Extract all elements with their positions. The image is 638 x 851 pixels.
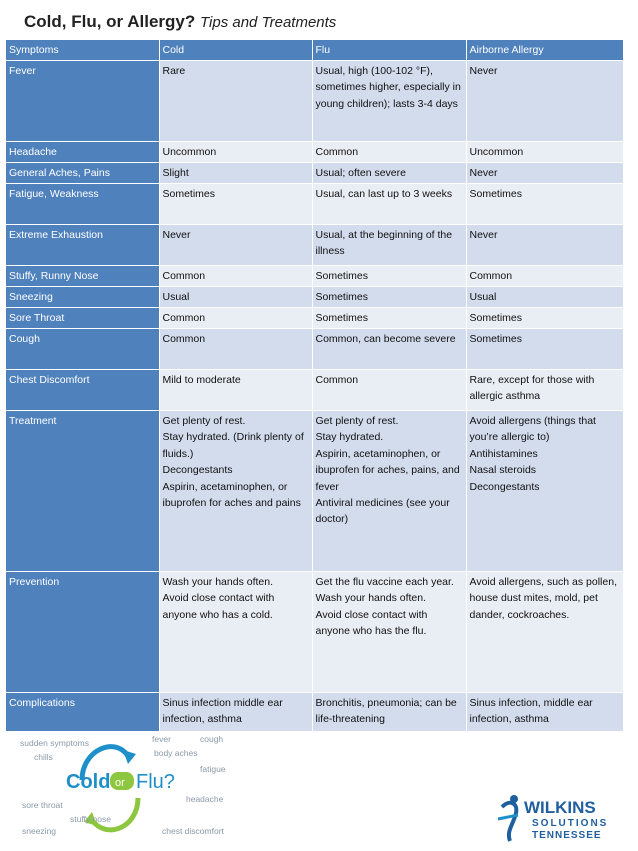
table-row — [6, 287, 623, 308]
logo-word: chest discomfort — [162, 826, 224, 836]
symptom-cell: Prevention — [6, 572, 159, 693]
header-symptoms: Symptoms — [6, 40, 159, 61]
allergy-cell: Rare, except for those with allergic asthma — [466, 370, 623, 411]
flu-cell: Common, can become severe — [312, 329, 466, 370]
cold-cell: Common — [159, 308, 312, 329]
allergy-cell: Common — [466, 266, 623, 287]
allergy-cell: Never — [466, 225, 623, 266]
symptom-cell: Fatigue, Weakness — [6, 184, 159, 225]
logo-flu-text: Flu? — [136, 771, 175, 793]
header-flu: Flu — [312, 40, 466, 61]
logo-word: body aches — [154, 748, 198, 758]
flu-cell: Get plenty of rest. Stay hydrated. Aspirin, acetaminophen, or ibuprofen for aches, pains, and fever Antiviral medicines (see your doctor) — [312, 411, 466, 572]
cold-cell: Uncommon — [159, 142, 312, 163]
page-title — [24, 12, 336, 32]
table-row — [6, 329, 623, 370]
allergy-cell: Sinus infection, middle ear infection, asthma — [466, 693, 623, 732]
cold-or-flu-graphic — [20, 728, 250, 843]
flu-cell: Sometimes — [312, 266, 466, 287]
title-main: Cold, Flu, or Allergy? — [24, 12, 196, 31]
logo-word: chills — [34, 752, 53, 762]
flu-cell: Common — [312, 370, 466, 411]
symptom-cell: Sneezing — [6, 287, 159, 308]
symptom-cell: Sore Throat — [6, 308, 159, 329]
logo-word: headache — [186, 794, 224, 804]
symptom-cell: Extreme Exhaustion — [6, 225, 159, 266]
allergy-cell: Sometimes — [466, 308, 623, 329]
allergy-cell: Sometimes — [466, 329, 623, 370]
header-cold: Cold — [159, 40, 312, 61]
cold-cell: Get plenty of rest. Stay hydrated. (Drink plenty of fluids.) Decongestants Aspirin, acetaminophen, or ibuprofen for aches and pains — [159, 411, 312, 572]
brand-line3: TENNESSEE — [532, 830, 602, 841]
cold-cell: Sometimes — [159, 184, 312, 225]
cold-cell: Common — [159, 329, 312, 370]
table-row — [6, 308, 623, 329]
table-row — [6, 163, 623, 184]
logo-word: sneezing — [22, 826, 57, 836]
cold-cell: Usual — [159, 287, 312, 308]
wilkins-solutions-logo — [496, 793, 624, 843]
allergy-cell: Sometimes — [466, 184, 623, 225]
flu-cell: Usual, high (100-102 °F), sometimes higher, especially in young children); lasts 3-4 days — [312, 61, 466, 142]
wilkins-logo-graphic — [496, 793, 624, 843]
header-allergy: Airborne Allergy — [466, 40, 623, 61]
logo-word: sudden symptoms — [20, 738, 89, 748]
symptom-cell: Cough — [6, 329, 159, 370]
flu-cell: Usual, can last up to 3 weeks — [312, 184, 466, 225]
symptom-cell: Chest Discomfort — [6, 370, 159, 411]
flu-cell: Bronchitis, pneumonia; can be life-threatening — [312, 693, 466, 732]
cold-cell: Common — [159, 266, 312, 287]
cold-or-flu-logo — [20, 728, 250, 843]
table-row — [6, 572, 623, 693]
logo-or-text: or — [115, 777, 125, 789]
table-row — [6, 184, 623, 225]
brand-name: WILKINS — [524, 798, 596, 817]
table-row — [6, 266, 623, 287]
symptom-cell: Stuffy, Runny Nose — [6, 266, 159, 287]
flu-cell: Usual; often severe — [312, 163, 466, 184]
runner-head-icon — [510, 795, 518, 803]
allergy-cell: Never — [466, 61, 623, 142]
cold-cell: Slight — [159, 163, 312, 184]
allergy-cell: Avoid allergens, such as pollen, house dust mites, mold, pet dander, cockroaches. — [466, 572, 623, 693]
flu-cell: Sometimes — [312, 308, 466, 329]
table-row — [6, 61, 623, 142]
allergy-cell: Usual — [466, 287, 623, 308]
table-row — [6, 693, 623, 732]
symptom-cell: Complications — [6, 693, 159, 732]
flu-cell: Common — [312, 142, 466, 163]
brand-line2: SOLUTIONS — [532, 818, 609, 829]
cold-cell: Sinus infection middle ear infection, asthma — [159, 693, 312, 732]
table-row — [6, 142, 623, 163]
table-header-row — [6, 40, 623, 61]
symptom-cell: Fever — [6, 61, 159, 142]
flu-cell: Sometimes — [312, 287, 466, 308]
symptom-cell: Headache — [6, 142, 159, 163]
allergy-cell: Never — [466, 163, 623, 184]
allergy-cell: Avoid allergens (things that you’re allergic to) Antihistamines Nasal steroids Decongestants — [466, 411, 623, 572]
logo-word: stuffy nose — [70, 814, 111, 824]
flu-cell: Usual, at the beginning of the illness — [312, 225, 466, 266]
cold-cell: Never — [159, 225, 312, 266]
table-row — [6, 411, 623, 572]
cold-cell: Wash your hands often. Avoid close contact with anyone who has a cold. — [159, 572, 312, 693]
runner-figure-icon — [502, 803, 516, 841]
arrow-head-top-icon — [123, 750, 136, 764]
symptom-cell: General Aches, Pains — [6, 163, 159, 184]
flu-cell: Get the flu vaccine each year. Wash your hands often. Avoid close contact with anyone who has the flu. — [312, 572, 466, 693]
cold-cell: Mild to moderate — [159, 370, 312, 411]
cold-cell: Rare — [159, 61, 312, 142]
logo-word: fever — [152, 734, 171, 744]
table-row — [6, 225, 623, 266]
logo-word: cough — [200, 734, 224, 744]
logo-cold-text: Cold — [66, 771, 111, 793]
table-row — [6, 370, 623, 411]
title-subtitle: Tips and Treatments — [200, 14, 337, 31]
logo-word: fatigue — [200, 764, 226, 774]
comparison-table — [6, 40, 623, 732]
logo-word: sore throat — [22, 800, 63, 810]
allergy-cell: Uncommon — [466, 142, 623, 163]
symptom-cell: Treatment — [6, 411, 159, 572]
